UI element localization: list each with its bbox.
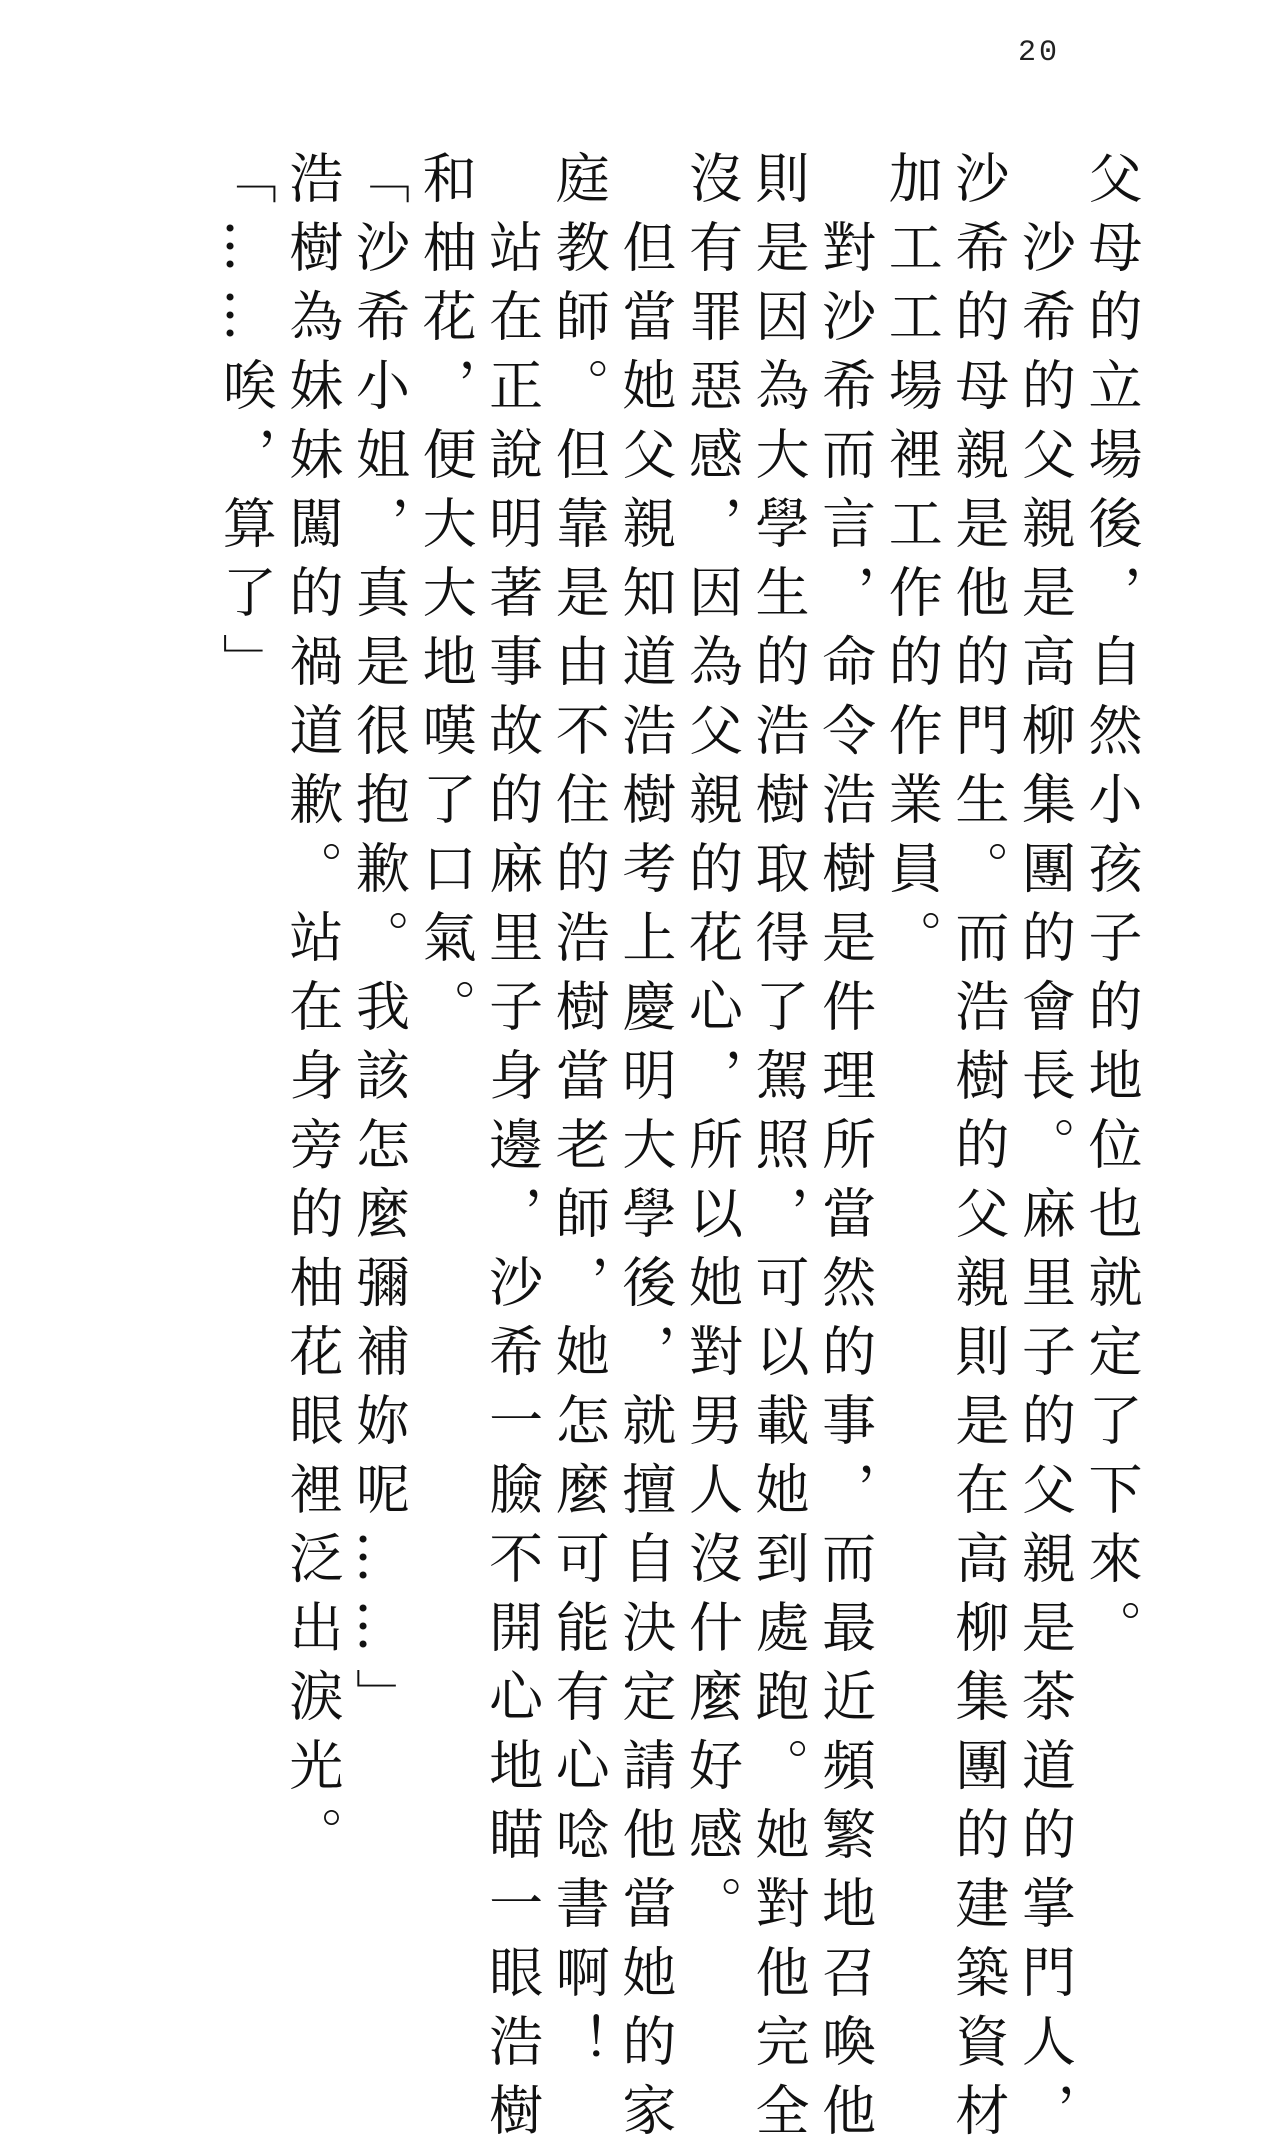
text-column: 但當她父親知道浩樹考上慶明大學後，就擅自決定請他當她的家	[613, 219, 677, 2151]
dialogue-column: 「……唉，算了」	[214, 150, 278, 702]
text-column: 加工工場裡工作的作業員。	[880, 150, 944, 978]
text-column: 沙希的父親是高柳集團的會長。麻里子的父親是茶道的掌門人，	[1013, 219, 1077, 2151]
text-column: 對沙希而言，命令浩樹是件理所當然的事，而最近頻繁地召喚他	[813, 219, 877, 2151]
text-column: 父母的立場後，自然小孩子的地位也就定了下來。	[1080, 150, 1143, 1668]
text-column: 沒有罪惡感，因為父親的花心，所以她對男人沒什麼好感。	[680, 150, 744, 1944]
dialogue-column: 「沙希小姐，真是很抱歉。我該怎麼彌補妳呢……」	[347, 150, 411, 1737]
text-column: 站在正說明著事故的麻里子身邊，沙希一臉不開心地瞄一眼浩樹	[480, 219, 544, 2151]
text-column: 浩樹為妹妹闖的禍道歉。站在身旁的柚花眼裡泛出淚光。	[280, 150, 344, 1875]
text-column: 沙希的母親是他的門生。而浩樹的父親則是在高柳集團的建築資材	[946, 150, 1010, 2151]
text-column: 和柚花，便大大地嘆了口氣。	[414, 150, 478, 1047]
text-column: 則是因為大學生的浩樹取得了駕照，可以載她到處跑。她對他完全	[747, 150, 811, 2151]
text-column: 庭教師。但靠是由不住的浩樹當老師，她怎麼可能有心唸書啊！	[547, 150, 611, 2082]
page-number: 20	[1018, 36, 1061, 70]
vertical-text-body	[212, 150, 1144, 2151]
